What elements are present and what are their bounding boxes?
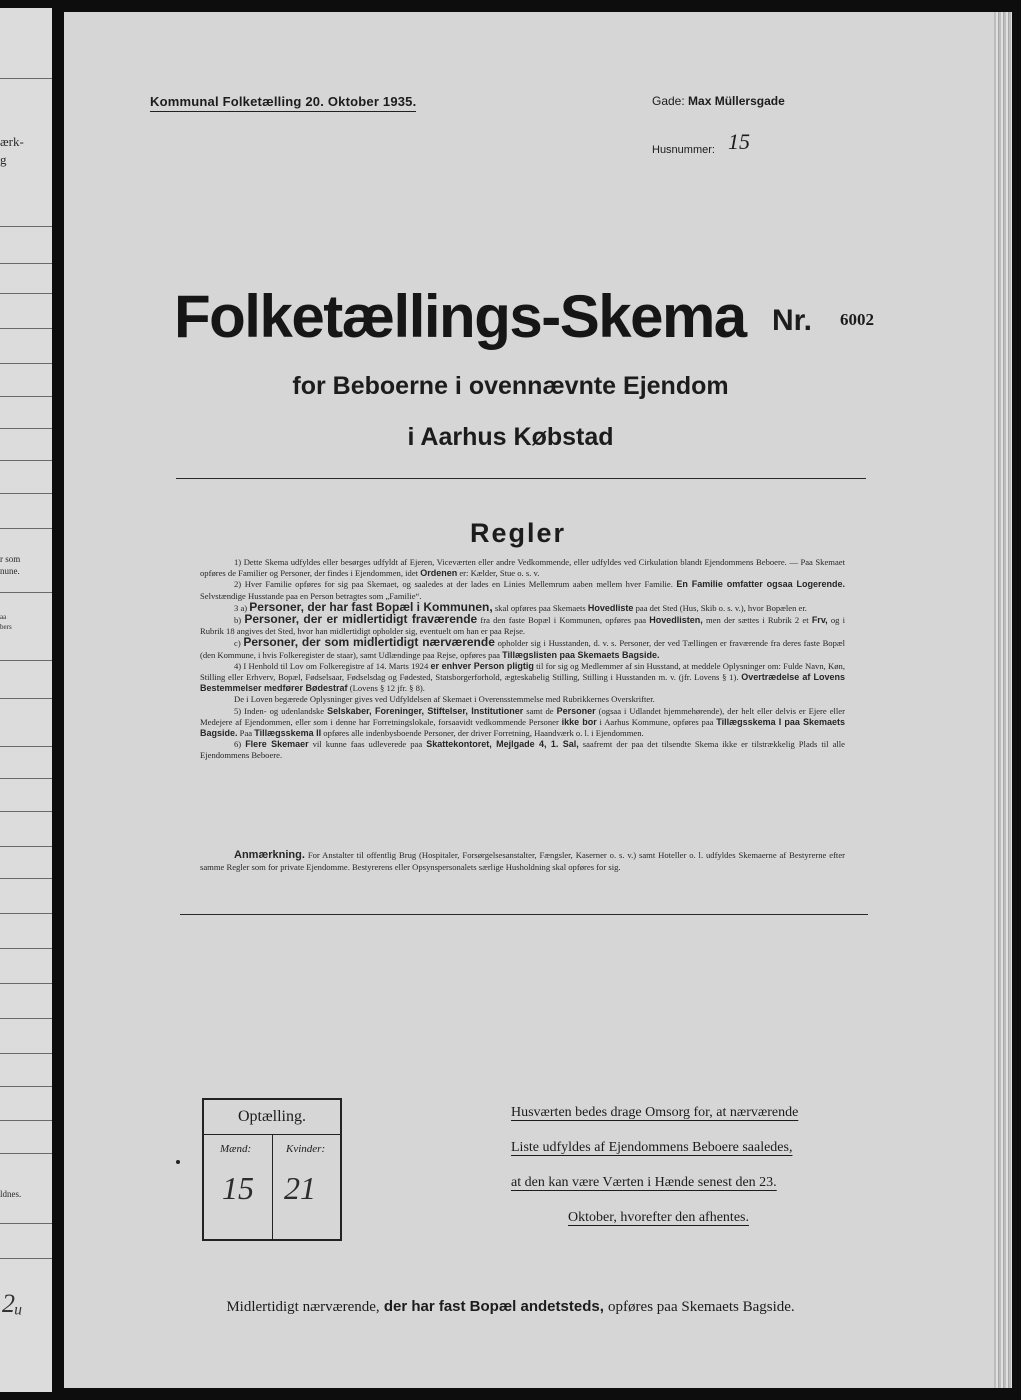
left-page-rule	[0, 1018, 52, 1019]
left-page-fragment: bers	[0, 623, 12, 631]
left-page-rule	[0, 878, 52, 879]
left-page-rule	[0, 493, 52, 494]
form-number-value: 6002	[840, 310, 874, 329]
left-page-rule	[0, 78, 52, 79]
count-box-divider	[272, 1134, 273, 1239]
left-page-rule	[0, 1258, 52, 1259]
left-page-fragment: aa	[0, 613, 7, 621]
house-number-label: Husnummer:	[652, 144, 715, 156]
left-page-rule	[0, 846, 52, 847]
page-stack-edge	[994, 12, 1012, 1388]
left-page-rule	[0, 811, 52, 812]
women-label: Kvinder:	[286, 1143, 326, 1155]
left-page-rule	[0, 1223, 52, 1224]
left-page-rule	[0, 460, 52, 461]
remark-text: For Anstalter til offentlig Brug (Hospitaler, Forsørgelsesanstalter, Fængsler, Kaserner o. s. v.) samt Hoteller o. l. udfyldes Skemaerne af Bestyrerne efter samme Regler som for private Ejendomme. Bestyrerens eller Opsynspersonalets særlige Husholdning skal opføres for sig.	[200, 850, 845, 872]
left-page-rule	[0, 1120, 52, 1121]
street-field	[652, 94, 785, 108]
left-page-fragment: r som	[0, 554, 21, 564]
left-page-rule	[0, 263, 52, 264]
footer-instruction	[0, 1289, 1021, 1318]
notice-line: Liste udfyldes af Ejendommens Beboere saaledes,	[511, 1140, 793, 1155]
left-page-rule	[0, 226, 52, 227]
left-page-rule	[0, 698, 52, 699]
left-page-rule	[0, 1153, 52, 1154]
rule-2: 2) Hver Familie opføres for sig paa Skemaet, og saaledes at der lades en Linies Mellemrum aaben mellem hver Familie. En Familie omfatter ogsaa Logerende. Selvstændige Husstande paa en Person betragtes som „Familie“.	[200, 579, 845, 601]
census-date-header: Kommunal Folketælling 20. Oktober 1935.	[150, 94, 416, 112]
women-count: 21	[284, 1170, 316, 1206]
form-number-label: Nr.	[772, 304, 813, 337]
left-page-fragment: ærk-	[0, 134, 24, 149]
left-page-rule	[0, 660, 52, 661]
footer-part-bold: der har fast Bopæl andetsteds,	[383, 1298, 604, 1315]
left-page-rule	[0, 1086, 52, 1087]
form-subtitle-city: i Aarhus Købstad	[407, 423, 614, 451]
footer-part: opføres paa Skemaets Bagside.	[608, 1299, 795, 1315]
street-label: Gade:	[652, 94, 685, 108]
form-subtitle: for Beboerne i ovennævnte Ejendom	[292, 372, 729, 400]
rule-4: 4) I Henhold til Lov om Folkeregistre af 14. Marts 1924 er enhver Person pligtig til for sig og Medlemmer af sin Husstand, at meddele Oplysninger om: Fulde Navn, Køn, Stilling eller Erhverv, Bopæl, Fødselsaar, Fødselsdag og Fødested, Statsborgerforhold, ægteskabelig Stilling, Stilling i Husstanden m. v. (jfr. Lovens § 1). Overtrædelse af Lovens Bestemmelser medfører Bødestraf (Lovens § 12 jfr. § 8).	[200, 660, 845, 694]
left-page-fragment: g	[0, 152, 7, 167]
men-label: Mænd:	[220, 1143, 252, 1155]
left-page-rule	[0, 293, 52, 294]
remark-heading: Anmærkning.	[234, 849, 305, 861]
remark-paragraph	[200, 850, 845, 873]
left-page-rule	[0, 983, 52, 984]
rule-3b: b) Personer, der er midlertidigt fraværende fra den faste Bopæl i Kommunen, opføres paa Hovedlisten, men der sættes i Rubrik 2 et Frv, og i Rubrik 18 angives det Sted, hvor han midlertidigt opholder sig, eventuelt om han er paa Rejse.	[200, 612, 846, 637]
rule-6: 6) Flere Skemaer vil kunne faas udleverede paa Skattekontoret, Mejlgade 4, 1. Sal, saafremt der paa det tilsendte Skema ikke er tilstrækkelig Plads til alle Ejendommens Beboere.	[200, 739, 845, 761]
house-number-value: 15	[728, 129, 751, 154]
notice-line: at den kan være Værten i Hænde senest den 23.	[511, 1175, 777, 1190]
left-page-fragment: nune.	[0, 566, 20, 576]
rules-heading: Regler	[470, 518, 567, 548]
notice-line: Oktober, hvorefter den afhentes.	[568, 1210, 749, 1225]
rule-3c: c) Personer, der som midlertidigt nærværende opholder sig i Husstanden, d. v. s. Personer, der ved Tællingen er fraværende fra deres faste Bopæl (den Kommune, i hvis Folkeregister de staar), samt Udlændinge paa Rejse, opføres paa Tillægslisten paa Skemaets Bagside.	[200, 635, 846, 660]
page-gutter	[52, 0, 64, 1400]
left-page-fragment: ldnes.	[0, 1189, 22, 1199]
rule-4b: De i Loven begærede Oplysninger gives ved Udfyldelsen af Skemaet i Overensstemmelse med Rubrikkernes Overskrifter.	[234, 694, 655, 705]
left-page-rule	[0, 948, 52, 949]
rule-1: 1) Dette Skema udfyldes eller besørges udfyldt af Ejeren, Viceværten eller andre Vedkommende, eller udfyldes ved Cirkulation blandt Ejendommens Beboere. — Paa Skemaet opføres de Familier og Personer, der findes i Ejendommen, idet Ordenen er: Kælder, Stue o. s. v.	[200, 557, 845, 579]
street-value: Max Müllersgade	[688, 94, 785, 108]
left-page-rule	[0, 592, 52, 593]
footer-part: Midlertidigt nærværende,	[226, 1299, 380, 1315]
left-page-rule	[0, 363, 52, 364]
left-page-rule	[0, 913, 52, 914]
rule-5: 5) Inden- og udenlandske Selskaber, Foreninger, Stiftelser, Institutioner samt de Personer (ogsaa i Udlandet hjemmehørende), der helt eller delvis er Ejere eller Medejere af Ejendommen, eller som i denne har Forretningslokale, forsaavidt vedkommende Personer ikke bor i Aarhus Kommune, opføres paa Tillægsskema I paa Skemaets Bagside. Paa Tillægsskema II opføres alle indenbysboende Personer, der driver Forretning, Haandværk o. l. i Ejendommen.	[200, 705, 845, 739]
divider	[180, 914, 868, 915]
house-number-field	[652, 129, 751, 159]
ink-dot	[176, 1160, 180, 1164]
men-count: 15	[222, 1170, 254, 1206]
left-page-rule	[0, 1053, 52, 1054]
count-box	[202, 1098, 342, 1241]
left-page-strip	[0, 8, 52, 1392]
left-page-rule	[0, 746, 52, 747]
left-page-rule	[0, 778, 52, 779]
form-title: Folketællings-Skema	[174, 283, 746, 350]
left-page-rule	[0, 528, 52, 529]
rules-text	[200, 557, 845, 762]
count-box-title: Optælling.	[204, 1100, 340, 1135]
left-page-handwriting: 2ᵤ	[2, 1289, 23, 1318]
rule-3a: 3 a) Personer, der har fast Bopæl i Kommunen, skal opføres paa Skemaets Hovedliste paa det Sted (Hus, Skib o. s. v.), hvor Bopælen er.	[234, 599, 807, 614]
divider	[176, 478, 866, 479]
notice-line: Husværten bedes drage Omsorg for, at nærværende	[511, 1105, 799, 1120]
left-page-rule	[0, 328, 52, 329]
